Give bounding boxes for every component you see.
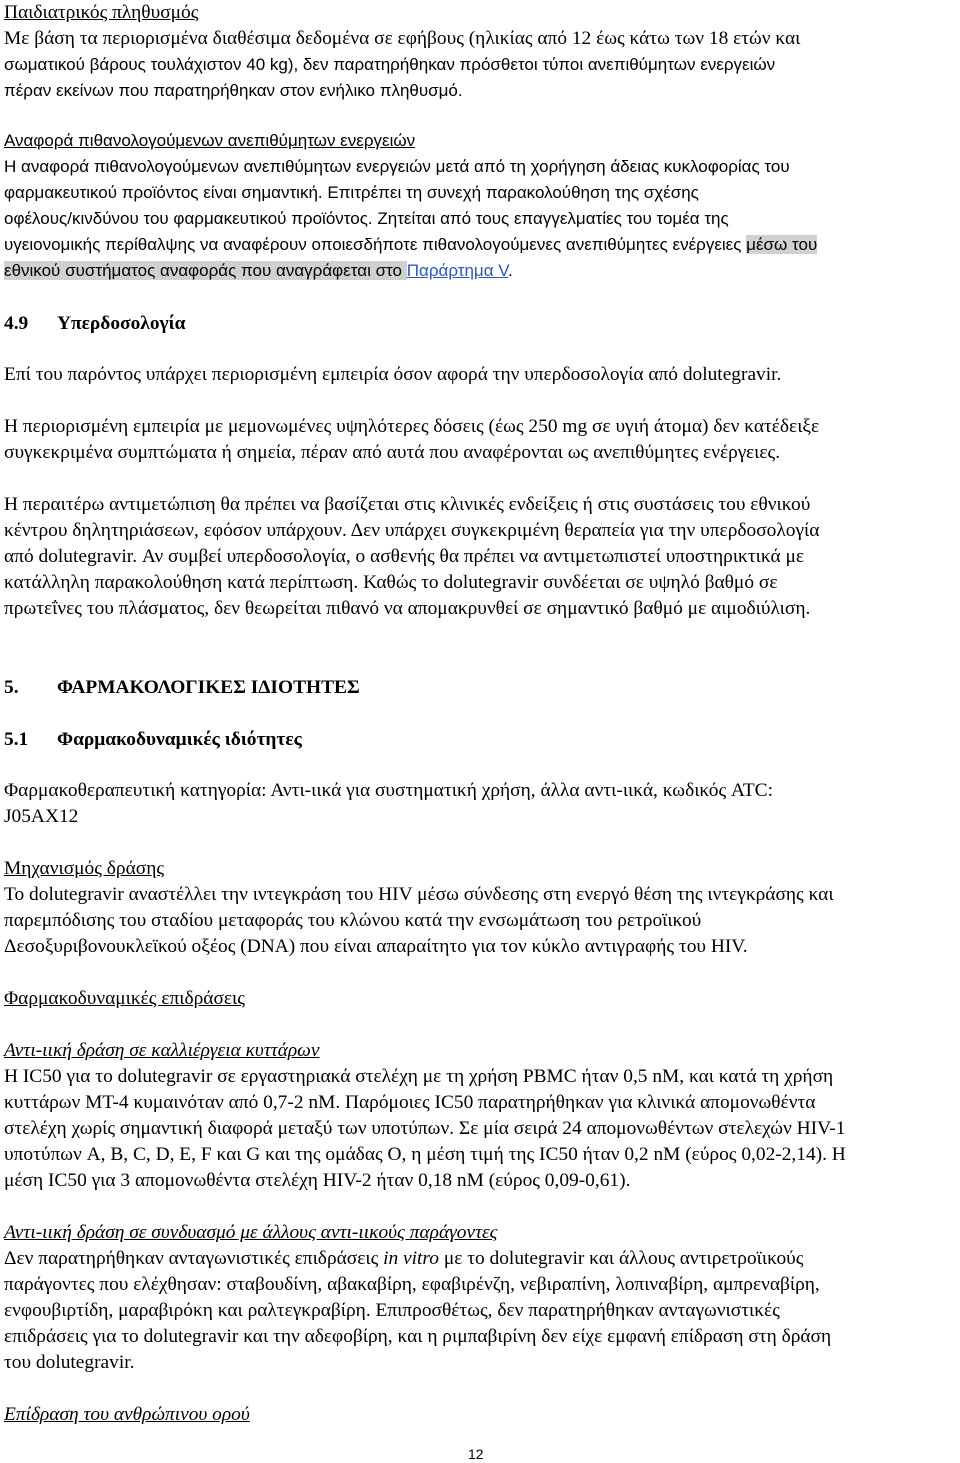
paragraph-line: Η IC50 για το dolutegravir σε εργαστηριακά στελέχη με τη χρήση PBMC ήταν 0,5 nM, και κατά τη χρήση [4, 1066, 834, 1087]
paragraph-line: Η περαιτέρω αντιμετώπιση θα πρέπει να βασίζεται στις κλινικές ενδείξεις ή στις συστάσεις του εθνικού [4, 494, 811, 515]
section-number: 5.1 [4, 729, 29, 750]
paragraph-line [4, 234, 817, 256]
paragraph-line: μέση IC50 για 3 απομονωθέντα στελέχη HIV-2 ήταν 0,18 nM (εύρος 0,09-0,61). [4, 1170, 631, 1191]
paragraph-line: Δεσοξυριβονουκλεϊκού οξέος (DNA) που είναι απαραίτητο για τον κύκλο αντιγραφής του HIV. [4, 936, 748, 957]
paragraph-line: κέντρου δηλητηριάσεων, εφόσον υπάρχουν. Δεν υπάρχει συγκεκριμένη θεραπεία για την υπερδοσολογία [4, 520, 820, 541]
paragraph-line: επιδράσεις για το dolutegravir και την αδεφοβίρη, και η ριμπαβιρίνη δεν είχε εμφανή επίδραση στη δράση [4, 1326, 832, 1347]
subheading-cell-culture: Αντι-ιική δράση σε καλλιέργεια κυττάρων [4, 1040, 320, 1061]
paragraph-line [4, 1248, 803, 1270]
paragraph-line: Το dolutegravir αναστέλλει την ιντεγκράση του HIV μέσω σύνδεσης στη ενεργό θέση της ιντεγκράσης και [4, 884, 834, 905]
section-number: 4.9 [4, 313, 29, 334]
text-run: με το dolutegravir και άλλους αντιρετροϊικούς [438, 1248, 804, 1269]
paragraph-line: Επί του παρόντος υπάρχει περιορισμένη εμπειρία όσον αφορά την υπερδοσολογία από dolutegravir. [4, 364, 782, 385]
text-run: Δεν παρατηρήθηκαν ανταγωνιστικές επιδράσεις [4, 1248, 384, 1269]
section-number: 5. [4, 677, 19, 698]
section-title: ΦΑΡΜΑΚΟΛΟΓΙΚΕΣ ΙΔΙΟΤΗΤΕΣ [57, 677, 360, 698]
annex-v-link[interactable]: Παράρτημα V [406, 261, 509, 280]
paragraph-line: κατάλληλη παρακολούθηση κατά περίπτωση. Καθώς το dolutegravir συνδέεται σε υψηλό βαθμό σε [4, 572, 778, 593]
page-number: 12 [468, 1446, 484, 1462]
italic-text: in vitro [383, 1248, 439, 1269]
paragraph-line: J05AX12 [4, 806, 79, 827]
text-run: υγειονομικής περίθαλψης να αναφέρουν οποιεσδήποτε πιθανολογούμενες ανεπιθύμητες ενέργειες [4, 235, 747, 254]
paragraph-line: πέραν εκείνων που παρατηρήθηκαν στον ενήλικο πληθυσμό. [4, 81, 463, 100]
paragraph-line: σωματικού βάρους τουλάχιστον 40 kg), δεν παρατηρήθηκαν πρόσθετοι τύποι ανεπιθύμητων ενεργειών [4, 55, 776, 74]
paragraph-line: παρεμπόδισης του σταδίου μεταφοράς του κλώνου κατά την ενσωμάτωση του ρετροϊικού [4, 910, 702, 931]
subheading-combination: Αντι-ιική δράση σε συνδυασμό με άλλους αντι-ιικούς παράγοντες [4, 1222, 498, 1243]
paragraph-line: οφέλους/κινδύνου του φαρμακευτικού προϊόντος. Ζητείται από τους επαγγελματίες του τομέα της [4, 209, 729, 228]
paragraph-line: Με βάση τα περιορισμένα διαθέσιμα δεδομένα σε εφήβους (ηλικίας από 12 έως κάτω των 18 ετών και [4, 28, 801, 49]
paragraph-line: του dolutegravir. [4, 1352, 135, 1373]
highlighted-text: εθνικού συστήματος αναφοράς που αναγράφεται στο [4, 261, 407, 280]
paragraph-line: υποτύπων A, B, C, D, E, F και G και της ομάδας O, η μέση τιμή της IC50 ήταν 0,2 nM (εύρος 0,02-2,14). Η [4, 1144, 846, 1165]
paragraph-line: παράγοντες που ελέχθησαν: σταβουδίνη, αβακαβίρη, εφαβιρένζη, νεβιραπίνη, λοπιναβίρη, αμπρεναβίρη, [4, 1274, 820, 1295]
subheading-pediatric: Παιδιατρικός πληθυσμός [4, 2, 199, 23]
section-title: Υπερδοσολογία [57, 313, 186, 334]
subheading-mechanism: Μηχανισμός δράσης [4, 858, 165, 879]
paragraph-line [4, 260, 513, 282]
highlighted-text: μέσω του [746, 235, 818, 254]
paragraph-line: Η περιορισμένη εμπειρία με μεμονωμένες υψηλότερες δόσεις (έως 250 mg σε υγιή άτομα) δεν κατέδειξε [4, 416, 820, 437]
paragraph-line: Η αναφορά πιθανολογούμενων ανεπιθύμητων ενεργειών μετά από τη χορήγηση άδειας κυκλοφορίας του [4, 157, 790, 176]
text-run: . [508, 261, 513, 280]
subheading-reporting: Αναφορά πιθανολογούμενων ανεπιθύμητων ενεργειών [4, 131, 416, 150]
paragraph-line: φαρμακευτικού προϊόντος είναι σημαντική. Επιτρέπει τη συνεχή παρακολούθηση της σχέσης [4, 183, 699, 202]
paragraph-line: κυττάρων MT-4 κυμαινόταν από 0,7-2 nM. Παρόμοιες IC50 παρατηρήθηκαν για κλινικά απομονωθέντα [4, 1092, 816, 1113]
paragraph-line: Φαρμακοθεραπευτική κατηγορία: Αντι-ιικά για συστηματική χρήση, άλλα αντι-ιικά, κωδικός ATC: [4, 780, 774, 801]
paragraph-line: πρωτεΐνες του πλάσματος, δεν θεωρείται πιθανό να απομακρυνθεί σε σημαντικό βαθμό με αιμοδιύλιση. [4, 598, 811, 619]
section-title: Φαρμακοδυναμικές ιδιότητες [57, 729, 302, 750]
paragraph-line: ενφουβιρτίδη, μαραβιρόκη και ραλτεγκραβίρη. Επιπροσθέτως, δεν παρατηρήθηκαν ανταγωνιστικές [4, 1300, 780, 1321]
subheading-pharmacodynamic: Φαρμακοδυναμικές επιδράσεις [4, 988, 245, 1009]
paragraph-line: από dolutegravir. Αν συμβεί υπερδοσολογία, ο ασθενής θα πρέπει να αντιμετωπιστεί υποστηρικτικά με [4, 546, 804, 567]
paragraph-line: συγκεκριμένα συμπτώματα ή σημεία, πέραν από αυτά που αναφέρονται ως ανεπιθύμητες ενέργειες. [4, 442, 781, 463]
paragraph-line: στελέχη χωρίς σημαντική διαφορά μεταξύ των υποτύπων. Σε μία σειρά 24 απομονωθέντων στελεχών HIV-1 [4, 1118, 846, 1139]
subheading-serum: Επίδραση του ανθρώπινου ορού [4, 1404, 250, 1425]
